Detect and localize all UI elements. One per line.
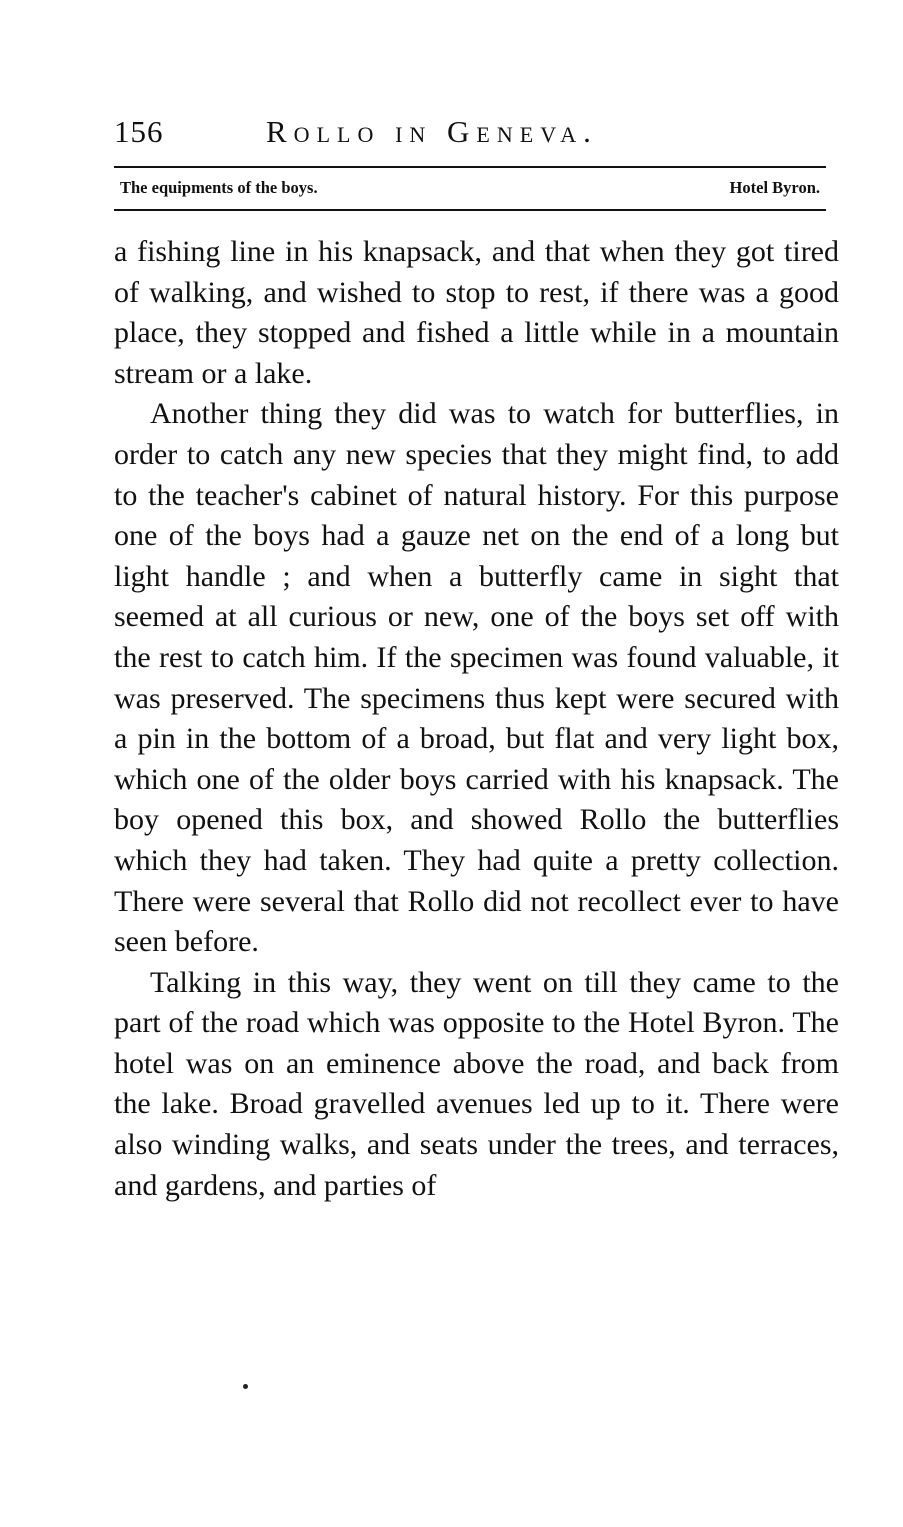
paragraph-1: a fishing line in his knapsack, and that when they got tired of walking, and wished to stop to rest, if there was a good place, they stopped and fished a little while in a mountain stream or a lake. bbox=[114, 235, 839, 390]
running-title: Rollo in Geneva. bbox=[266, 114, 598, 149]
left-margin-note: The equipments of the boys. bbox=[120, 178, 318, 197]
page-header bbox=[114, 108, 839, 197]
header-rule-top bbox=[114, 166, 826, 168]
body-text bbox=[114, 232, 839, 1206]
paragraph-3: Talking in this way, they went on till they came to the part of the road which was opposite to the Hotel Byron. The hotel was on an eminence above the road, and back from the lake. Broad gravelled avenues led up to it. There were also winding walks, and seats under the trees, and terraces, and gardens, and parties of bbox=[114, 965, 839, 1202]
book-page bbox=[114, 108, 839, 1202]
page-number: 156 bbox=[114, 114, 164, 149]
paragraph-2: Another thing they did was to watch for butterflies, in order to catch any new species that they might find, to add to the teacher's cabinet of natural history. For this purpose one of the boys had a gauze net on the end of a long but light handle ; and when a butterfly came in sight that seemed at all curious or new, one of the boys set off with the rest to catch him. If the specimen was found valuable, it was preserved. The specimens thus kept were secured with a pin in the bottom of a broad, but flat and very light box, which one of the older boys carried with his knapsack. The boy opened this box, and showed Rollo the butterflies which they had taken. They had quite a pretty collection. There were several that Rollo did not recollect ever to have seen before. bbox=[114, 397, 839, 959]
right-margin-note: Hotel Byron. bbox=[729, 178, 820, 197]
header-rule-bottom bbox=[114, 209, 826, 211]
stray-ink-mark bbox=[243, 1384, 248, 1389]
